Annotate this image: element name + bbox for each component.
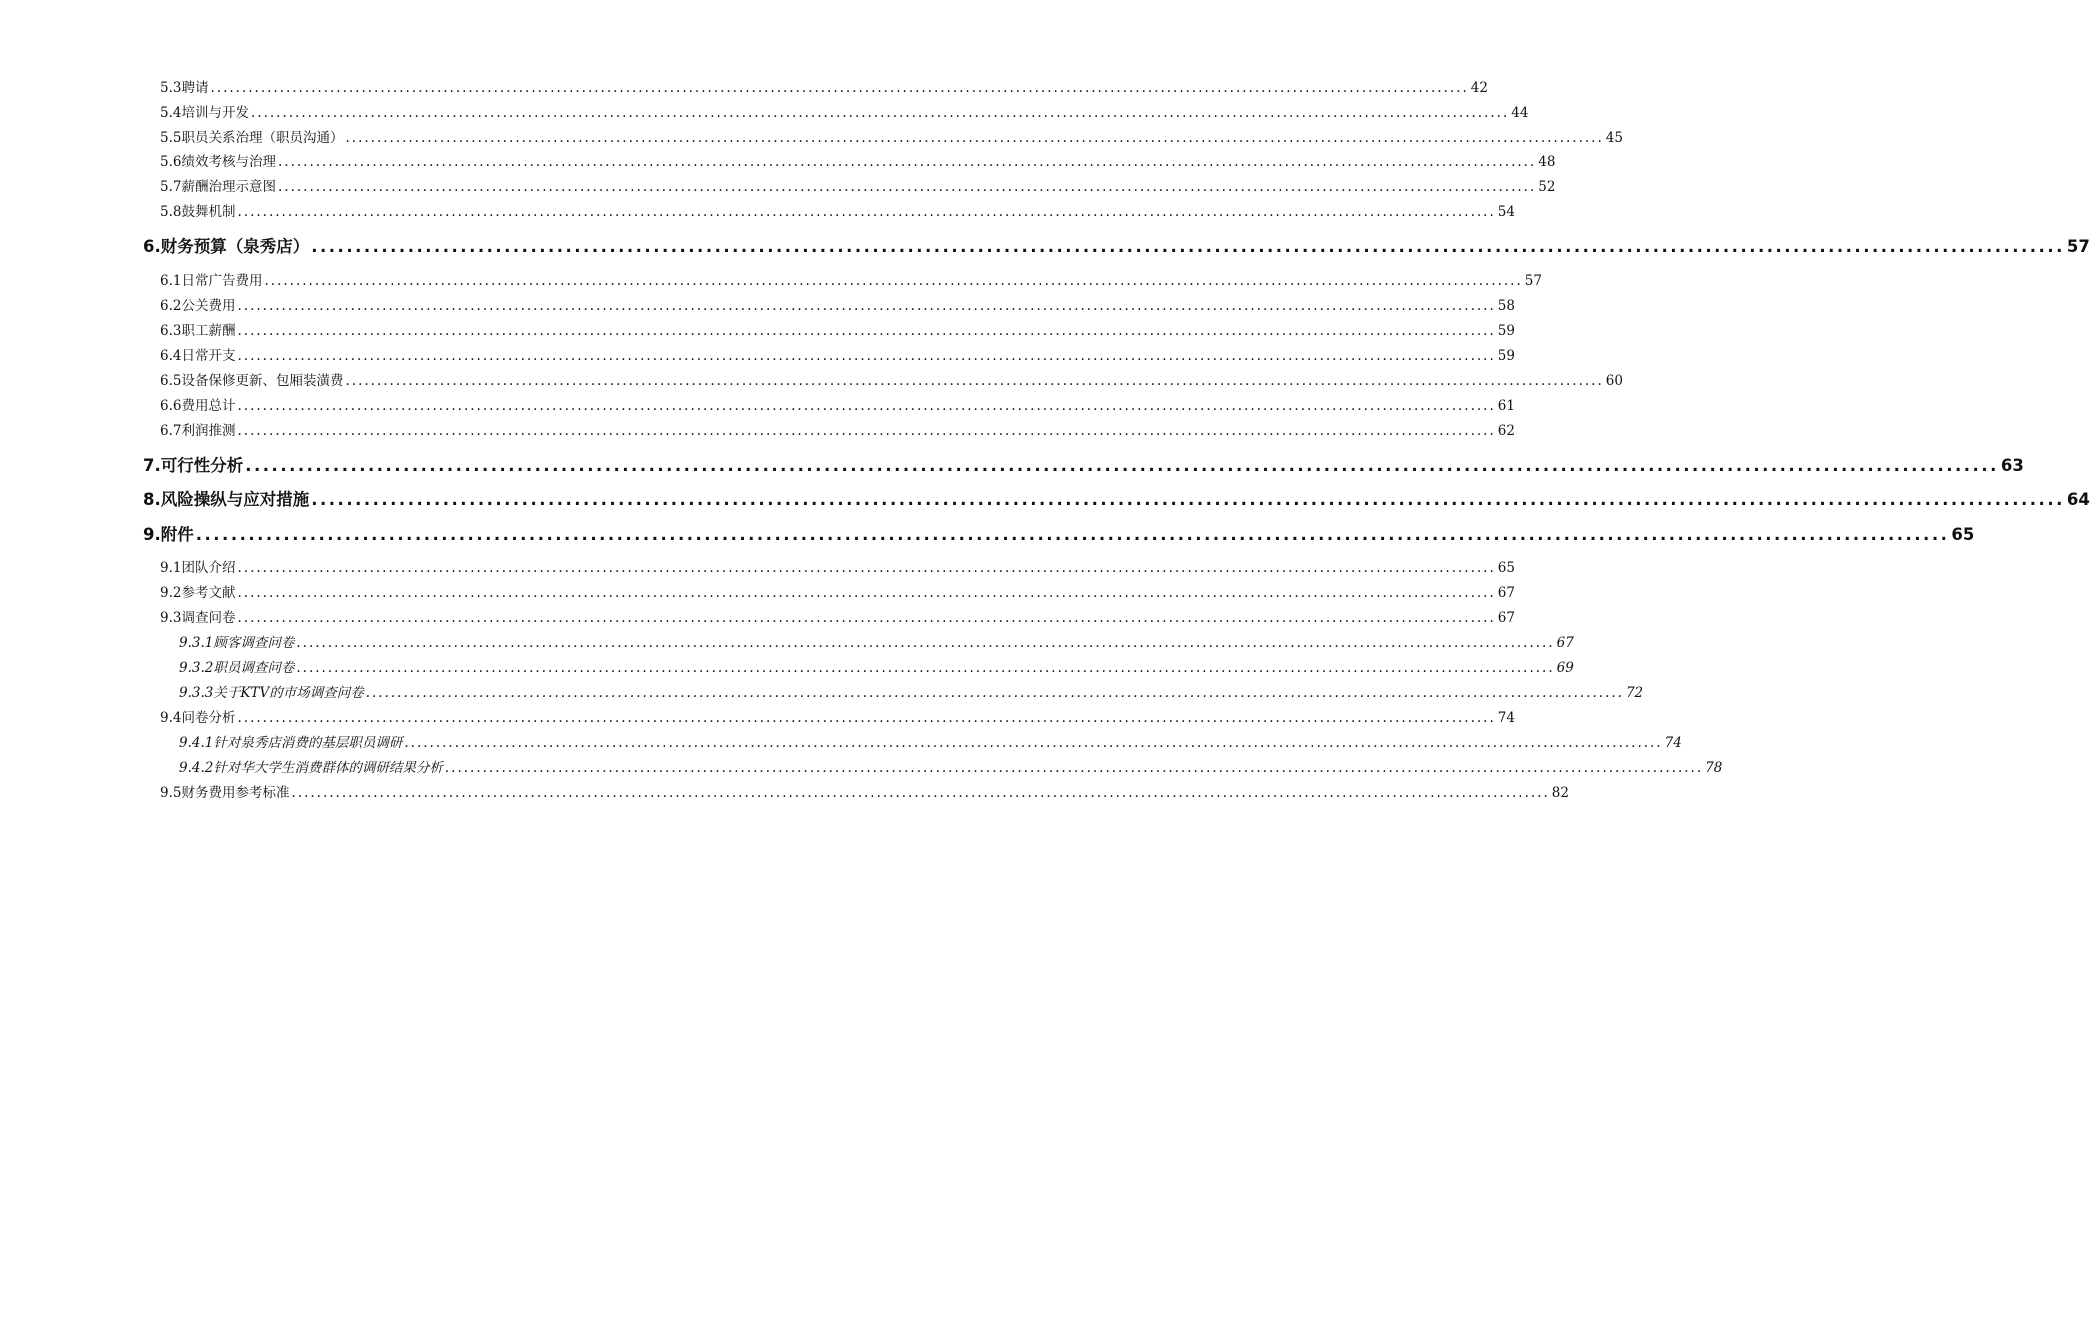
toc-subentry-label: 9.4.2针对华大学生消费群体的调研结果分析 xyxy=(179,760,443,776)
toc-chapter-label: 6.财务预算（泉秀店） xyxy=(143,237,310,256)
toc-entry[interactable] xyxy=(160,421,1515,441)
dot-leader: ........................................................................................................................................................................................................ xyxy=(237,204,1496,220)
toc-entry-page: 48 xyxy=(1538,154,1556,170)
dot-leader: ........................................................................................................................................................................................................ xyxy=(245,456,1999,475)
dot-leader: ........................................................................................................................................................................................................ xyxy=(277,179,1537,195)
toc-entry-page: 44 xyxy=(1511,105,1529,121)
toc-entry-label: 6.3职工薪酬 xyxy=(160,323,236,339)
toc-subentry[interactable] xyxy=(179,633,1574,653)
toc-entry-label: 5.3聘请 xyxy=(160,80,209,96)
toc-entry[interactable] xyxy=(160,321,1515,341)
toc-entry[interactable] xyxy=(160,103,1529,123)
toc-chapter-label: 8.风险操纵与应对措施 xyxy=(143,490,310,509)
toc-entry-page: 52 xyxy=(1538,179,1556,195)
toc-entry[interactable] xyxy=(160,608,1515,628)
toc-entry-label: 5.8鼓舞机制 xyxy=(160,204,236,220)
toc-entry-page: 67 xyxy=(1497,610,1515,626)
toc-subentry-label: 9.4.1针对泉秀店消费的基层职员调研 xyxy=(179,735,403,751)
toc-entry-page: 59 xyxy=(1497,323,1515,339)
toc-entry[interactable] xyxy=(160,346,1515,366)
toc-entry-page: 54 xyxy=(1497,204,1515,220)
toc-entry[interactable] xyxy=(160,296,1515,316)
toc-entry-label: 9.1团队介绍 xyxy=(160,560,236,576)
dot-leader: ........................................................................................................................................................................................................ xyxy=(345,130,1604,146)
toc-subentry[interactable] xyxy=(179,758,1723,778)
toc-entry-page: 59 xyxy=(1497,348,1515,364)
toc-entry-page: 58 xyxy=(1497,298,1515,314)
dot-leader: ........................................................................................................................................................................................................ xyxy=(264,273,1523,289)
toc-entry-label: 6.6费用总计 xyxy=(160,398,236,414)
dot-leader: ........................................................................................................................................................................................................ xyxy=(237,710,1496,726)
toc-subentry[interactable] xyxy=(179,733,1682,753)
toc-chapter-page: 64 xyxy=(2066,490,2090,509)
toc-entry-label: 9.4问卷分析 xyxy=(160,710,236,726)
toc-subentry-page: 78 xyxy=(1705,760,1723,776)
dot-leader: ........................................................................................................................................................................................................ xyxy=(237,560,1496,576)
toc-entry[interactable] xyxy=(160,396,1515,416)
dot-leader: ........................................................................................................................................................................................................ xyxy=(291,785,1550,801)
toc-subentry-page: 74 xyxy=(1664,735,1682,751)
toc-entry-label: 9.5财务费用参考标准 xyxy=(160,785,290,801)
toc-entry[interactable] xyxy=(160,177,1556,197)
toc-entry[interactable] xyxy=(160,708,1515,728)
toc-entry-page: 45 xyxy=(1605,130,1623,146)
dot-leader: ........................................................................................................................................................................................................ xyxy=(250,105,1510,121)
dot-leader: ........................................................................................................................................................................................................ xyxy=(404,735,1663,751)
toc-subentry-page: 72 xyxy=(1625,685,1644,701)
toc-chapter[interactable] xyxy=(143,488,2090,512)
dot-leader: ........................................................................................................................................................................................................ xyxy=(296,660,1555,676)
toc-entry-label: 5.4培训与开发 xyxy=(160,105,249,121)
toc-chapter-page: 65 xyxy=(1951,525,1975,544)
toc-entry-page: 60 xyxy=(1605,373,1623,389)
toc-entry[interactable] xyxy=(160,558,1515,578)
toc-entry-label: 6.4日常开支 xyxy=(160,348,236,364)
toc-entry-label: 9.2参考文献 xyxy=(160,585,236,601)
dot-leader: ........................................................................................................................................................................................................ xyxy=(237,585,1496,601)
dot-leader: ........................................................................................................................................................................................................ xyxy=(365,685,1624,701)
toc-entry-label: 5.7薪酬治理示意图 xyxy=(160,179,276,195)
dot-leader: ........................................................................................................................................................................................................ xyxy=(311,237,2065,256)
toc-chapter-label: 9.附件 xyxy=(143,525,194,544)
toc-entry[interactable] xyxy=(160,128,1623,148)
toc-entry-page: 65 xyxy=(1497,560,1515,576)
dot-leader: ........................................................................................................................................................................................................ xyxy=(444,760,1704,776)
dot-leader: ........................................................................................................................................................................................................ xyxy=(311,490,2065,509)
toc-entry-page: 67 xyxy=(1497,585,1515,601)
toc-subentry-label: 9.3.2职员调查问卷 xyxy=(179,660,295,676)
dot-leader: ........................................................................................................................................................................................................ xyxy=(296,635,1555,651)
toc-chapter-page: 57 xyxy=(2066,237,2090,256)
toc-chapter-page: 63 xyxy=(2000,456,2024,475)
toc-entry-label: 6.2公关费用 xyxy=(160,298,236,314)
toc-entry[interactable] xyxy=(160,783,1569,803)
dot-leader: ........................................................................................................................................................................................................ xyxy=(237,398,1496,414)
toc-subentry-page: 69 xyxy=(1556,660,1574,676)
dot-leader: ........................................................................................................................................................................................................ xyxy=(237,298,1496,314)
toc-entry[interactable] xyxy=(160,202,1515,222)
toc-entry-label: 5.5职员关系治理（职员沟通） xyxy=(160,130,344,146)
toc-entry-label: 9.3调查问卷 xyxy=(160,610,236,626)
dot-leader: ........................................................................................................................................................................................................ xyxy=(237,323,1496,339)
toc-entry-label: 5.6绩效考核与治理 xyxy=(160,154,276,170)
toc-entry-label: 6.5设备保修更新、包厢装潢费 xyxy=(160,373,344,389)
toc-entry-page: 57 xyxy=(1524,273,1542,289)
toc-entry-page: 42 xyxy=(1470,80,1488,96)
toc-entry-page: 74 xyxy=(1497,710,1515,726)
dot-leader: ........................................................................................................................................................................................................ xyxy=(345,373,1604,389)
toc-subentry-page: 67 xyxy=(1556,635,1574,651)
toc-subentry[interactable] xyxy=(179,683,1644,703)
dot-leader: ........................................................................................................................................................................................................ xyxy=(210,80,1469,96)
dot-leader: ........................................................................................................................................................................................................ xyxy=(237,423,1496,439)
toc-entry[interactable] xyxy=(160,78,1488,98)
toc-chapter[interactable] xyxy=(143,454,2024,478)
toc-subentry-label: 9.3.3关于KTV的市场调查问卷 xyxy=(179,685,364,701)
toc-subentry[interactable] xyxy=(179,658,1574,678)
toc-entry[interactable] xyxy=(160,371,1623,391)
toc-chapter[interactable] xyxy=(143,235,2090,259)
toc-entry-label: 6.1日常广告费用 xyxy=(160,273,263,289)
dot-leader: ........................................................................................................................................................................................................ xyxy=(195,525,1950,544)
toc-entry-label: 6.7利润推测 xyxy=(160,423,236,439)
toc-entry-page: 61 xyxy=(1497,398,1515,414)
toc-chapter[interactable] xyxy=(143,523,1975,547)
toc-entry[interactable] xyxy=(160,583,1515,603)
toc-entry-page: 62 xyxy=(1497,423,1515,439)
toc-entry-page: 82 xyxy=(1551,785,1569,801)
dot-leader: ........................................................................................................................................................................................................ xyxy=(277,154,1537,170)
toc-entry[interactable] xyxy=(160,152,1556,172)
dot-leader: ........................................................................................................................................................................................................ xyxy=(237,610,1496,626)
toc-entry[interactable] xyxy=(160,271,1542,291)
toc-subentry-label: 9.3.1顾客调查问卷 xyxy=(179,635,295,651)
toc-chapter-label: 7.可行性分析 xyxy=(143,456,244,475)
dot-leader: ........................................................................................................................................................................................................ xyxy=(237,348,1496,364)
